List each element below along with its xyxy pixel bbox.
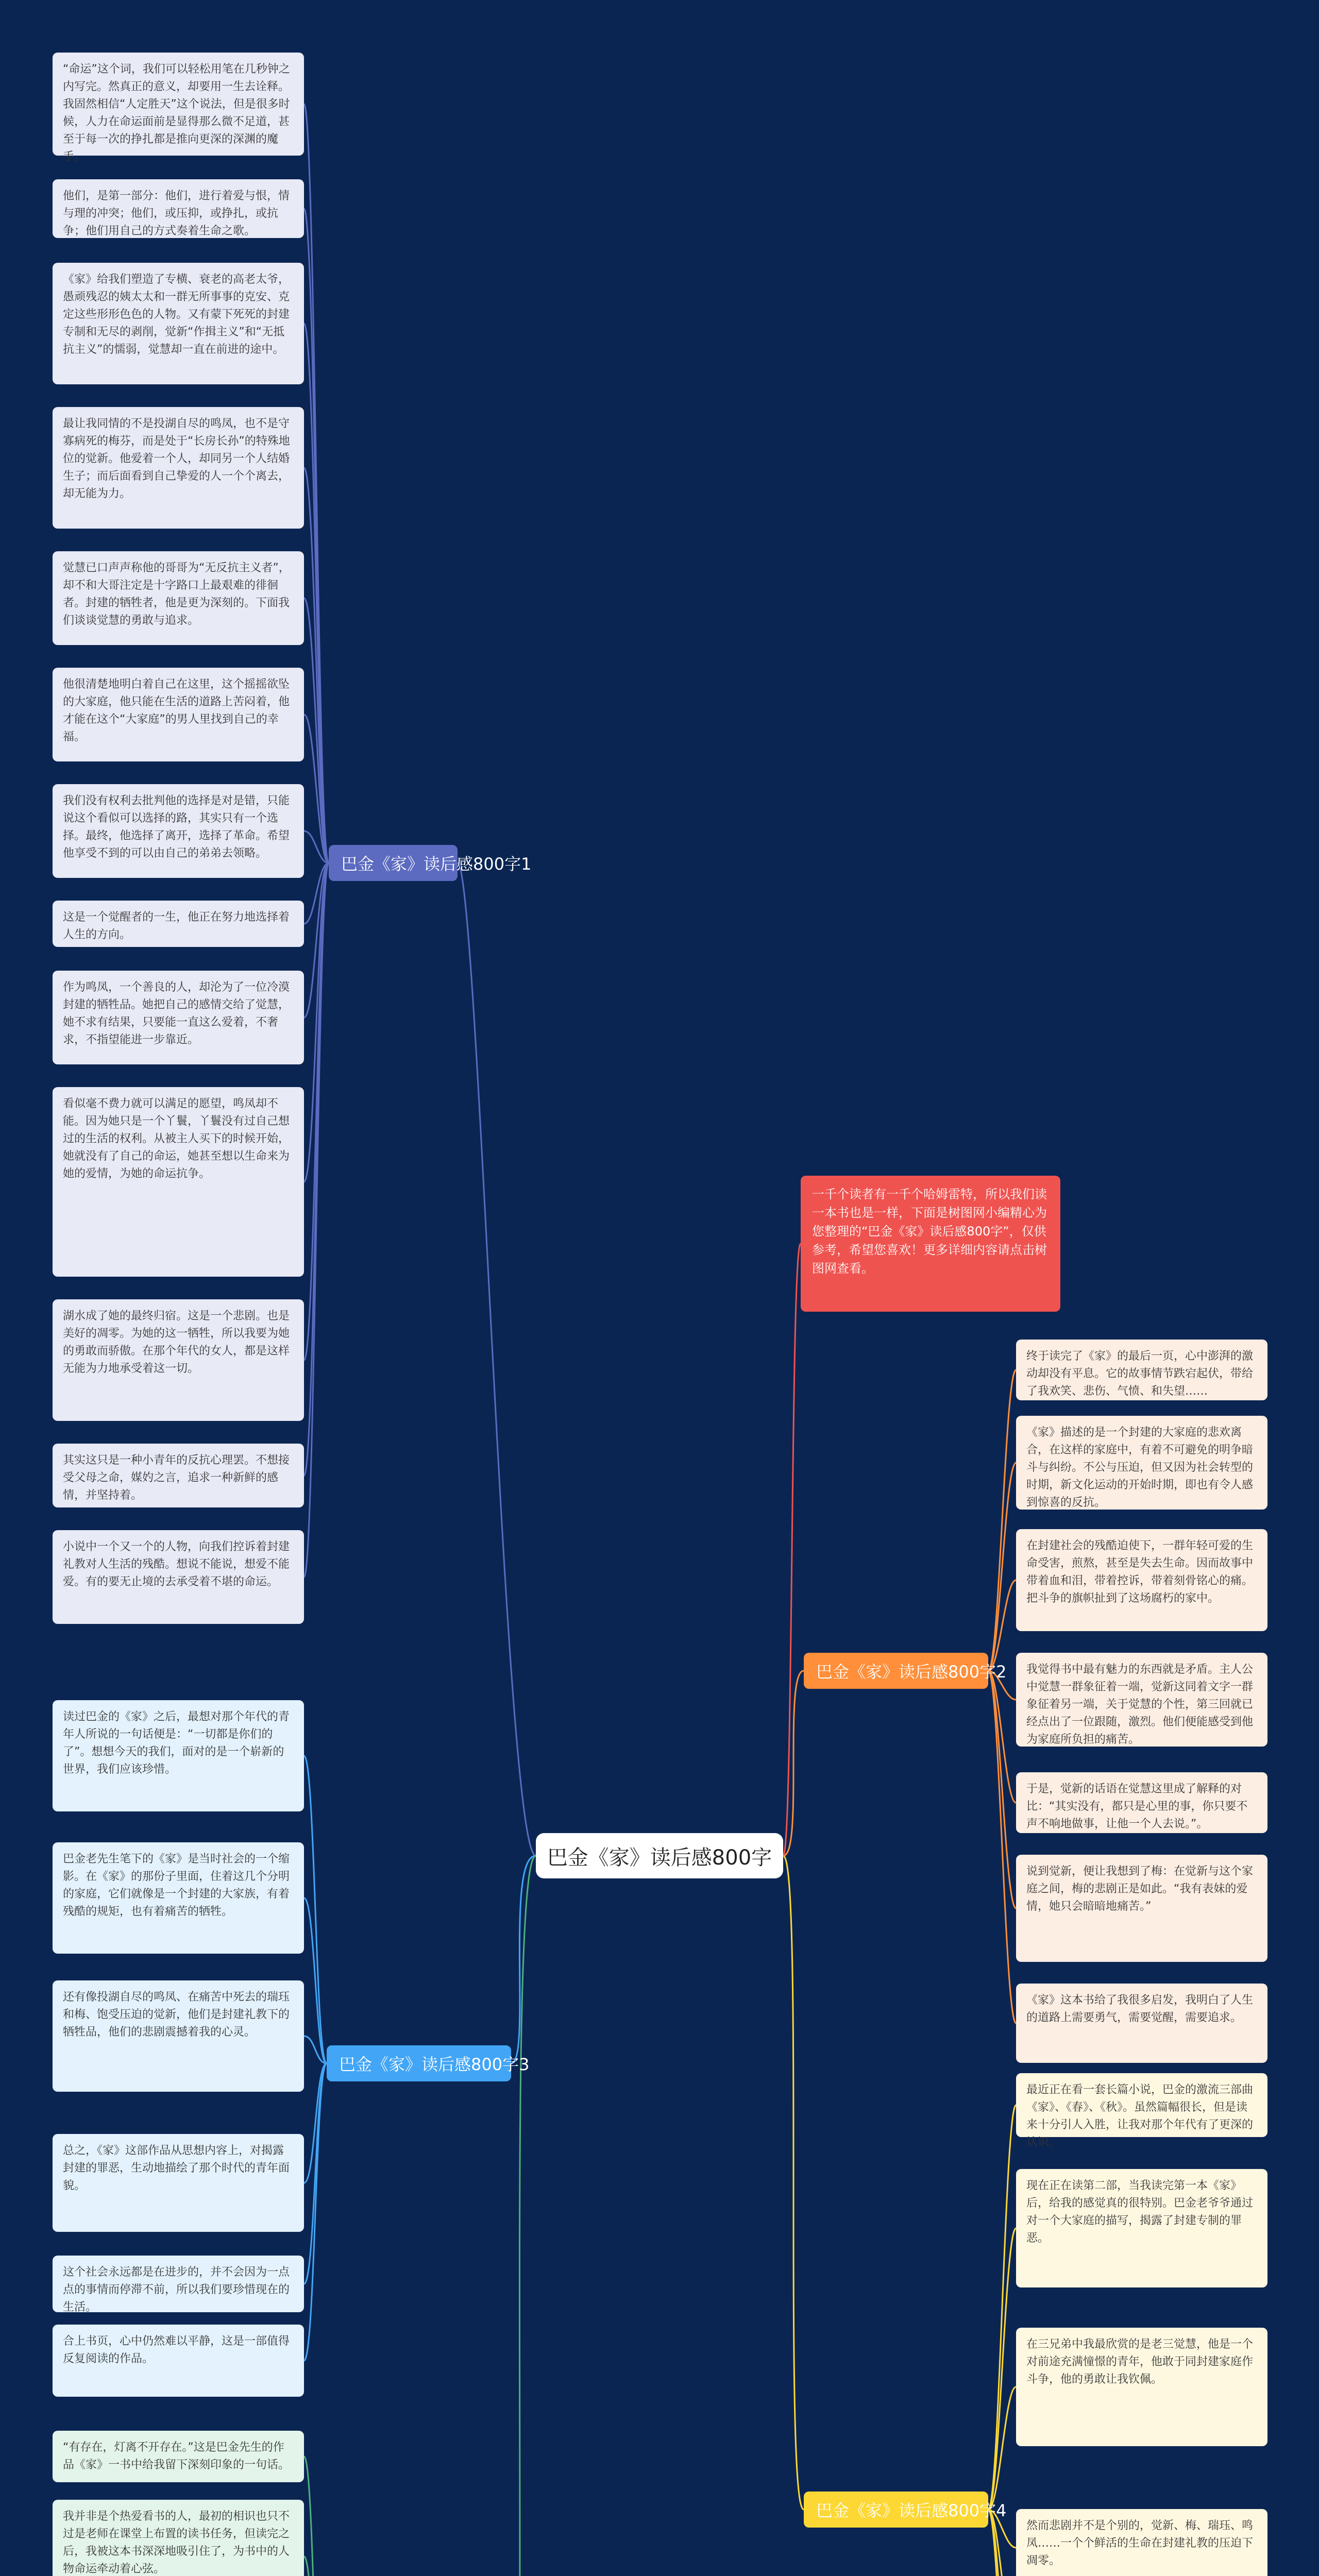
leaf-1-1[interactable]: “命运”这个词，我们可以轻松用笔在几秒钟之内写完。然真正的意义，却要用一生去诠释。我固然相信“人定胜天”这个说法，但是很多时候，人力在命运面前是显得那么微不足道，甚至于每一次的挣扎都是推向更深的深渊的魔手。 — [53, 53, 304, 156]
root-link-5 — [511, 1856, 536, 2576]
leaf-3-2[interactable]: 巴金老先生笔下的《家》是当时社会的一个缩影。在《家》的那份子里面，住着这几个分明的家庭，它们就像是一个封建的大家族，有着残酷的规矩，也有着痛苦的牺牲。 — [53, 1842, 304, 1954]
leaf-3-1[interactable]: 读过巴金的《家》之后，最想对那个年代的青年人所说的一句话便是：“一切都是你们的了”。想想今天的我们，面对的是一个崭新的世界，我们应该珍惜。 — [53, 1700, 304, 1811]
root-link-4 — [783, 1856, 804, 2510]
leaf-link-2-2 — [988, 1463, 1016, 1671]
leaf-4-2[interactable]: 现在正在读第二部，当我读完第一本《家》后，给我的感觉真的很特别。巴金老爷爷通过对一个大家庭的描写，揭露了封建专制的罪恶。 — [1016, 2169, 1267, 2287]
leaf-2-2[interactable]: 《家》描述的是一个封建的大家庭的悲欢离合，在这样的家庭中，有着不可避免的明争暗斗与纠纷。不公与压迫，但又因为社会转型的时期，新文化运动的开始时期，即也有令人感到惊喜的反抗。 — [1016, 1416, 1267, 1510]
leaf-link-5-1 — [304, 2456, 327, 2576]
leaf-link-2-5 — [988, 1671, 1016, 1803]
leaf-2-7[interactable]: 《家》这本书给了我很多启发，我明白了人生的道路上需要勇气，需要觉醒，需要追求。 — [1016, 1984, 1267, 2063]
leaf-link-5-2 — [304, 2556, 327, 2576]
leaf-4-1[interactable]: 最近正在看一套长篇小说，巴金的激流三部曲《家》、《春》、《秋》。虽然篇幅很长，但是读来十分引人入胜，让我对那个年代有了更深的认识。 — [1016, 2073, 1267, 2137]
leaf-link-2-1 — [988, 1370, 1016, 1671]
leaf-1-9[interactable]: 作为鸣凤，一个善良的人，却沦为了一位冷漠封建的牺牲品。她把自己的感情交给了觉慧，她不求有结果，只要能一直这么爱着，不奢求，不指望能进一步靠近。 — [53, 971, 304, 1064]
root-link-3 — [511, 1856, 536, 2063]
leaf-link-2-7 — [988, 1671, 1016, 2023]
intro-link — [783, 1244, 801, 1856]
leaf-1-8[interactable]: 这是一个觉醒者的一生，他正在努力地选择着人生的方向。 — [53, 901, 304, 947]
root-link-1 — [458, 863, 536, 1856]
leaf-3-4[interactable]: 总之，《家》这部作品从思想内容上，对揭露封建的罪恶，生动地描绘了那个时代的青年面貌。 — [53, 2134, 304, 2232]
leaf-2-1[interactable]: 终于读完了《家》的最后一页，心中澎湃的激动却没有平息。它的故事情节跌宕起伏，带给了我欢笑、悲伤、气愤、和失望…… — [1016, 1340, 1267, 1400]
leaf-1-5[interactable]: 觉慧已口声声称他的哥哥为“无反抗主义者”，却不和大哥注定是十字路口上最艰难的徘徊者。封建的牺牲者，他是更为深刻的。下面我们谈谈觉慧的勇敢与追求。 — [53, 551, 304, 645]
leaf-link-1-12 — [304, 863, 329, 1476]
leaf-link-3-6 — [304, 2063, 327, 2361]
leaf-link-1-9 — [304, 863, 329, 1018]
leaf-3-5[interactable]: 这个社会永远都是在进步的，并不会因为一点点的事情而停滞不前，所以我们要珍惜现在的生活。 — [53, 2256, 304, 2312]
leaf-1-11[interactable]: 湖水成了她的最终归宿。这是一个悲剧。也是美好的凋零。为她的这一牺牲，所以我要为她的勇敢而骄傲。在那个年代的女人，都是这样无能为力地承受着这一切。 — [53, 1299, 304, 1421]
leaf-link-3-1 — [304, 1756, 327, 2063]
leaf-2-3[interactable]: 在封建社会的残酷迫使下，一群年轻可爱的生命受害，煎熬，甚至是失去生命。因而故事中带着血和泪，带着控诉，带着刻骨铭心的痛。把斗争的旗帜扯到了这场腐朽的家中。 — [1016, 1529, 1267, 1631]
leaf-link-1-5 — [304, 598, 329, 863]
branch-2[interactable]: 巴金《家》读后感800字2 — [804, 1653, 988, 1689]
leaf-link-3-5 — [304, 2063, 327, 2284]
leaf-link-1-8 — [304, 863, 329, 924]
root-link-2 — [783, 1671, 804, 1856]
leaf-link-1-4 — [304, 468, 329, 863]
leaf-link-3-3 — [304, 2036, 327, 2063]
leaf-link-2-3 — [988, 1580, 1016, 1671]
leaf-link-1-7 — [304, 831, 329, 863]
leaf-link-1-3 — [304, 324, 329, 863]
leaf-link-1-2 — [304, 209, 329, 863]
leaf-1-7[interactable]: 我们没有权利去批判他的选择是对是错，只能说这个看似可以选择的路，其实只有一个选择。最终，他选择了离开，选择了革命。希望他享受不到的可以由自己的弟弟去领略。 — [53, 784, 304, 878]
leaf-1-10[interactable]: 看似毫不费力就可以满足的愿望，鸣凤却不能。因为她只是一个丫鬟，丫鬟没有过自己想过的生活的权利。从被主人买下的时候开始，她就没有了自己的命运，她甚至想以生命来为她的爱情，为她的命运抗争。 — [53, 1087, 304, 1277]
leaf-1-2[interactable]: 他们，是第一部分：他们，进行着爱与恨，情与理的冲突；他们，或压抑，或挣扎，或抗争；他们用自己的方式奏着生命之歌。 — [53, 179, 304, 238]
leaf-link-1-6 — [304, 715, 329, 863]
branch-4[interactable]: 巴金《家》读后感800字4 — [804, 2492, 988, 2528]
leaf-link-1-13 — [304, 863, 329, 1577]
intro-note: 一千个读者有一千个哈姆雷特，所以我们读一本书也是一样，下面是树图网小编精心为您整理的“巴金《家》读后感800字”，仅供参考，希望您喜欢！更多详细内容请点击树图网查看。 — [801, 1176, 1060, 1312]
leaf-2-5[interactable]: 于是，觉新的话语在觉慧这里成了解释的对比：“其实没有，都只是心里的事，你只要不声不响地做事，让他一个人去说。”。 — [1016, 1772, 1267, 1833]
leaf-1-6[interactable]: 他很清楚地明白着自己在这里，这个摇摇欲坠的大家庭，他只能在生活的道路上苦闷着，他才能在这个“大家庭”的男人里找到自己的幸福。 — [53, 668, 304, 761]
leaf-4-3[interactable]: 在三兄弟中我最欣赏的是老三觉慧，他是一个对前途充满憧憬的青年，他敢于同封建家庭作斗争，他的勇敢让我钦佩。 — [1016, 2328, 1267, 2446]
leaf-1-13[interactable]: 小说中一个又一个的人物，向我们控诉着封建礼教对人生活的残酷。想说不能说，想爱不能爱。有的要无止境的去承受着不堪的命运。 — [53, 1530, 304, 1624]
leaf-5-2[interactable]: 我并非是个热爱看书的人，最初的相识也只不过是老师在课堂上布置的读书任务，但读完之后，我被这本书深深地吸引住了，为书中的人物命运牵动着心弦。 — [53, 2500, 304, 2576]
leaf-link-1-1 — [304, 104, 329, 863]
branch-3[interactable]: 巴金《家》读后感800字3 — [327, 2045, 511, 2081]
branch-1[interactable]: 巴金《家》读后感800字1 — [329, 845, 458, 881]
leaf-1-3[interactable]: 《家》给我们塑造了专横、衰老的高老太爷，愚顽残忍的姨太太和一群无所事事的克安、克定这些形形色色的人物。又有蒙下死死的封建专制和无尽的剥削，觉新“作揖主义”和“无抵抗主义”的懦弱，觉慧却一直在前进的途中。 — [53, 263, 304, 384]
leaf-3-6[interactable]: 合上书页，心中仍然难以平静，这是一部值得反复阅读的作品。 — [53, 2325, 304, 2397]
leaf-link-3-4 — [304, 2063, 327, 2183]
leaf-link-3-2 — [304, 1898, 327, 2063]
leaf-link-2-6 — [988, 1671, 1016, 1908]
leaf-5-1[interactable]: “有存在，灯离不开存在。”这是巴金先生的作品《家》一书中给我留下深刻印象的一句话。 — [53, 2431, 304, 2482]
leaf-link-4-2 — [988, 2228, 1016, 2510]
leaf-link-4-1 — [988, 2105, 1016, 2510]
root-node[interactable]: 巴金《家》读后感800字 — [536, 1833, 783, 1878]
leaf-2-4[interactable]: 我觉得书中最有魅力的东西就是矛盾。主人公中觉慧一群象征着一端，觉新这同着文字一群象征着另一端，关于觉慧的个性，第三回就已经点出了一位跟随，激烈。他们便能感受到他为家庭所负担的痛苦。 — [1016, 1653, 1267, 1747]
leaf-1-4[interactable]: 最让我同情的不是投湖自尽的鸣凤，也不是守寡病死的梅芬，而是处于“长房长孙”的特殊地位的觉新。他爱着一个人，却同另一个人结婚生子；而后面看到自己挚爱的人一个个离去，却无能为力。 — [53, 407, 304, 529]
leaf-link-1-11 — [304, 863, 329, 1360]
leaf-4-4[interactable]: 然而悲剧并不是个别的，觉新、梅、瑞珏、鸣凤……一个个鲜活的生命在封建礼教的压迫下凋零。 — [1016, 2509, 1267, 2576]
leaf-1-12[interactable]: 其实这只是一种小青年的反抗心理罢。不想接受父母之命，媒妁之言，追求一种新鲜的感情，并坚持着。 — [53, 1444, 304, 1507]
leaf-link-1-10 — [304, 863, 329, 1182]
leaf-2-6[interactable]: 说到觉新，便让我想到了梅：在觉新与这个家庭之间，梅的悲剧正是如此。“我有表妹的爱情，她只会暗暗地痛苦。” — [1016, 1855, 1267, 1962]
leaf-link-4-3 — [988, 2387, 1016, 2510]
leaf-3-3[interactable]: 还有像投湖自尽的鸣凤、在痛苦中死去的瑞珏和梅、饱受压迫的觉新，他们是封建礼教下的牺牲品，他们的悲剧震撼着我的心灵。 — [53, 1980, 304, 2092]
